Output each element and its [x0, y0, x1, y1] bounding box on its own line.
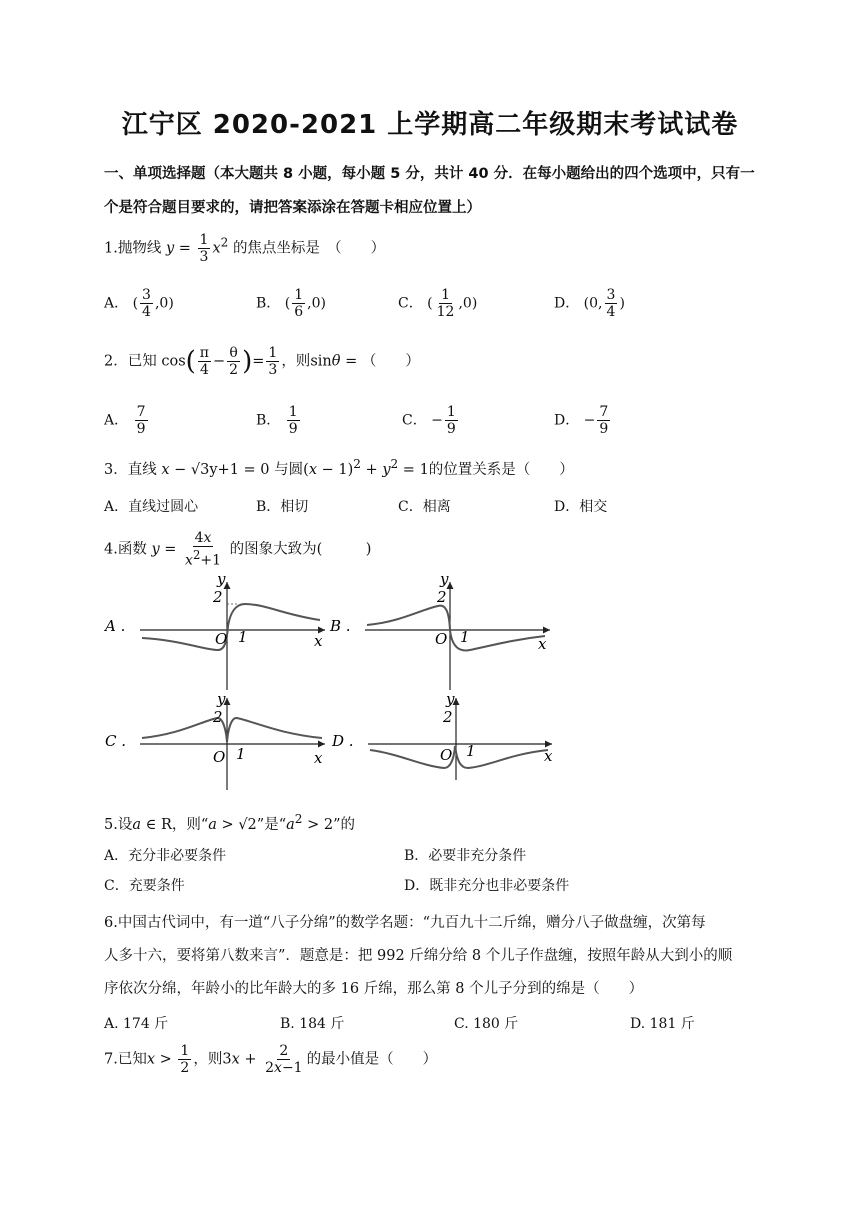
q5-option-a: A．充分非必要条件	[104, 848, 227, 864]
q6-option-a: A. 174 斤	[104, 1016, 169, 1032]
svg-text:y: y	[446, 690, 455, 708]
q1-option-b: B． ( $\frac{1}{6}$ ,0)	[256, 287, 326, 320]
svg-text:2: 2	[443, 708, 453, 726]
svg-text:A .: A .	[105, 617, 126, 635]
svg-text:O: O	[440, 746, 453, 764]
svg-text:1: 1	[238, 628, 248, 646]
q6-option-d: D. 181 斤	[630, 1016, 695, 1032]
q6-option-c: C. 180 斤	[454, 1016, 519, 1032]
question-5: 5.设a ∈ R，则“a > √2”是“$a^2 > 2$”的	[104, 812, 355, 833]
question-1: 1.抛物线 y = $\frac{1}{3}$ $x^2$ 的焦点坐标是 （ ）	[104, 232, 386, 265]
question-6-line3: 序依次分绵，年龄小的比年龄大的多 16 斤绵，那么第 8 个儿子分到的绵是（ ）	[104, 981, 644, 997]
svg-text:D .: D .	[332, 732, 354, 750]
svg-text:O: O	[213, 748, 226, 766]
q2-option-b: B． $\frac{1}{9}$	[256, 404, 298, 437]
svg-text:O: O	[435, 630, 448, 648]
q5-option-c: C．充要条件	[104, 878, 185, 894]
svg-text:1: 1	[460, 628, 470, 646]
svg-text:1: 1	[466, 742, 476, 760]
q1-option-a: A． ( $\frac{3}{4}$ ,0)	[104, 287, 174, 320]
svg-text:y: y	[440, 570, 449, 588]
q3-option-d: D．相交	[554, 499, 608, 515]
graph-b	[329, 570, 550, 690]
question-2: 2．已知 cos( $\frac{\pi}{4}$ − $\frac{\theta}{2}$ )= $\frac{1}{3}$ ，则sinθ = （ ）	[104, 345, 420, 378]
svg-text:x: x	[314, 749, 323, 767]
q1-option-d: D． (0, $\frac{3}{4}$ )	[554, 287, 625, 320]
q1-suffix: 的焦点坐标是 （ ）	[232, 240, 386, 257]
svg-text:1: 1	[236, 745, 246, 763]
svg-text:2: 2	[437, 588, 447, 606]
q6-option-b: B. 184 斤	[280, 1016, 345, 1032]
q1-option-c: C． ( $\frac{1}{12}$ ,0)	[398, 287, 478, 320]
svg-text:y: y	[217, 570, 226, 588]
svg-text:O: O	[215, 630, 228, 648]
question-4: 4.函数 y = $\frac{4x}{x^2+1}$ 的图象大致为( )	[104, 530, 372, 569]
q3-option-c: C．相离	[398, 499, 451, 515]
q2-option-d: D． − $\frac{7}{9}$	[554, 404, 609, 437]
svg-text:x: x	[314, 632, 323, 650]
question-6-line1: 6.中国古代词中，有一道“八子分绵”的数学名题：“九百九十二斤绵，赠分八子做盘缠，次第每	[104, 915, 706, 931]
q5-option-b: B．必要非充分条件	[404, 848, 527, 864]
svg-text:y: y	[217, 690, 226, 708]
svg-text:2: 2	[213, 588, 223, 606]
graph-c	[105, 690, 325, 790]
q3-option-a: A．直线过圆心	[104, 499, 199, 515]
q3-option-b: B．相切	[256, 499, 309, 515]
svg-text:B .: B .	[330, 617, 351, 635]
q2-option-c: C． − $\frac{1}{9}$	[402, 404, 456, 437]
q1-prefix: 1.抛物线	[104, 240, 162, 257]
q4-graphs	[100, 570, 560, 790]
question-6-line2: 人多十六，要将第八数来言”．题意是：把 992 斤绵分给 8 个儿子作盘缠，按照年龄从大到小的顺	[104, 948, 733, 964]
svg-text:x: x	[538, 635, 547, 653]
svg-text:2: 2	[213, 708, 223, 726]
section-heading-line1: 一、单项选择题（本大题共 8 小题，每小题 5 分，共计 40 分．在每小题给出的四个选项中，只有一	[104, 166, 755, 182]
svg-text:x: x	[544, 747, 553, 765]
question-3: 3．直线 x − √3y+1 = 0 与圆$(x - 1)^2 + y^2 = 1$的位置关系是（ ）	[104, 457, 574, 478]
page-title: 江宁区 2020-2021 上学期高二年级期末考试试卷	[121, 110, 739, 140]
q2-option-a: A． $\frac{7}{9}$	[104, 404, 146, 437]
svg-text:C .: C .	[105, 732, 127, 750]
question-7: 7.已知x > $\frac{1}{2}$ ，则3x + $\frac{2}{2x-1}$ 的最小值是（ ）	[104, 1043, 438, 1076]
graph-d	[331, 690, 553, 780]
section-heading-line2: 个是符合题目要求的，请把答案添涂在答题卡相应位置上）	[104, 200, 481, 216]
graph-a	[103, 570, 325, 690]
q5-option-d: D．既非充分也非必要条件	[404, 878, 570, 894]
q1-formula: y	[165, 240, 175, 257]
